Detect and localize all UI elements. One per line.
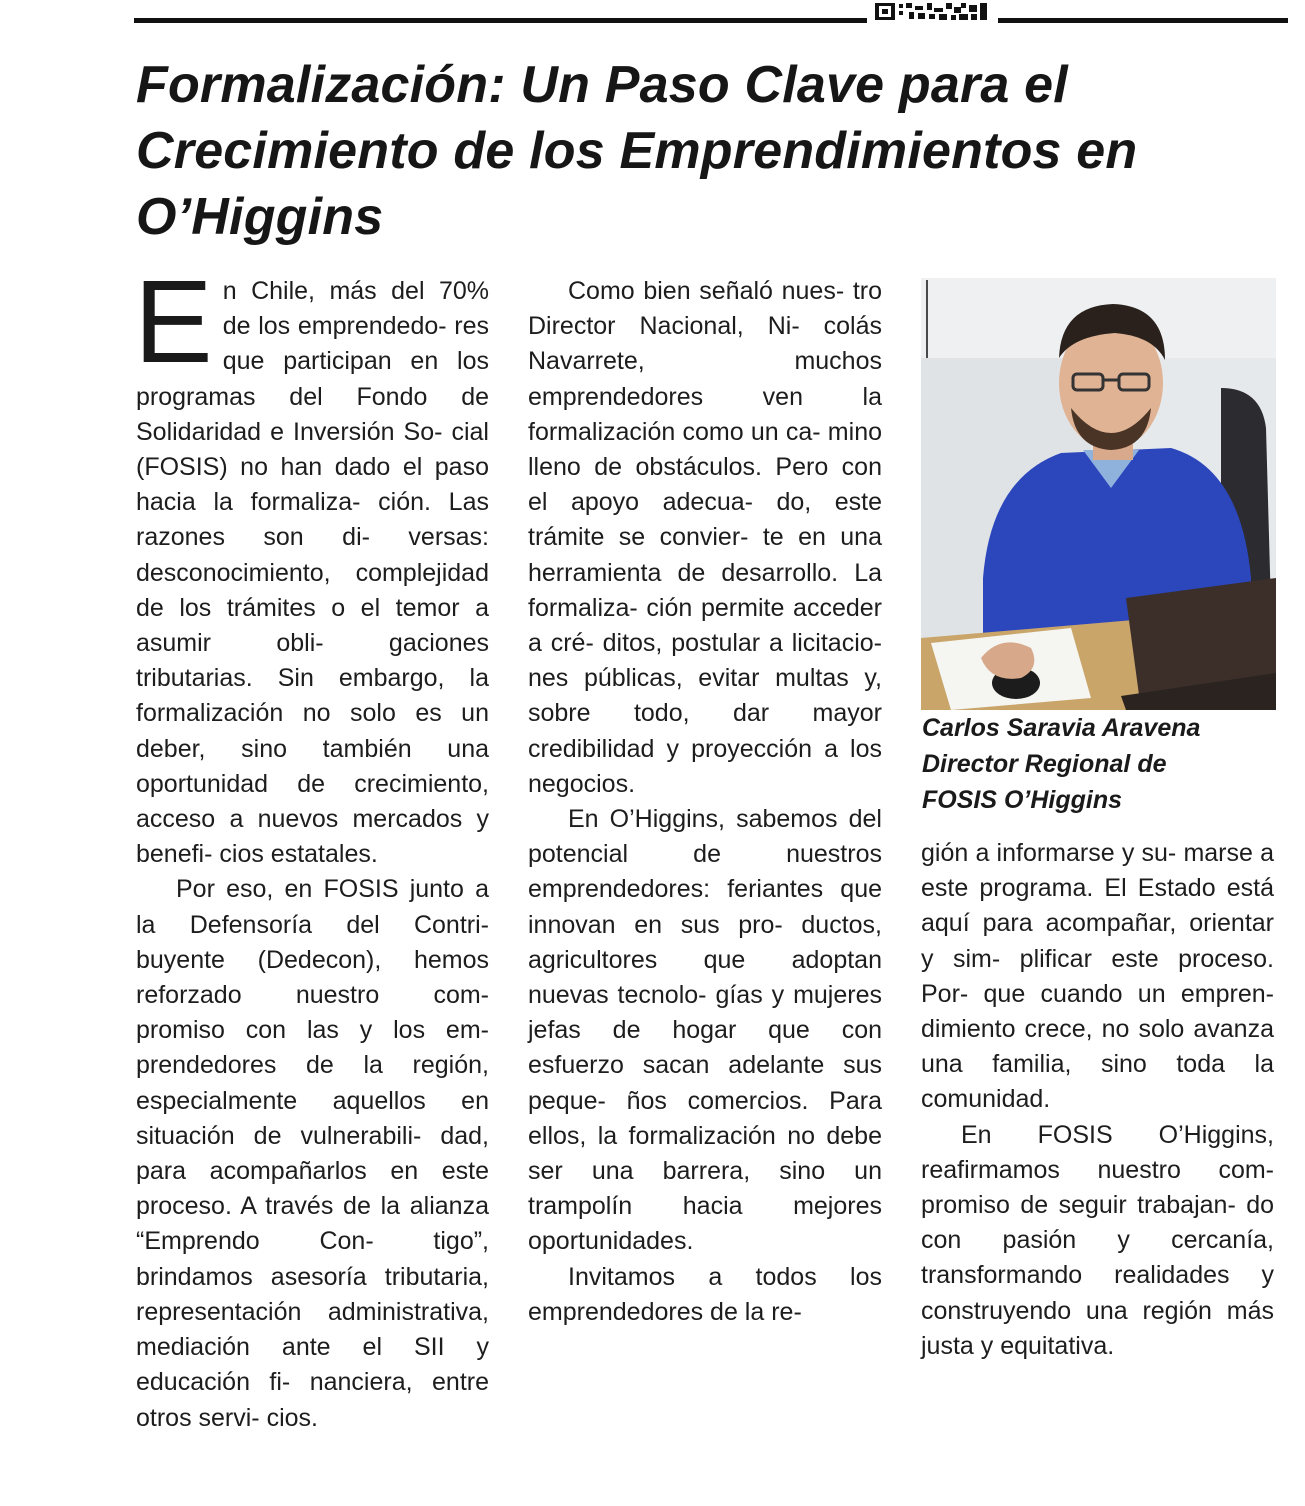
- article-column-1: [134, 256, 489, 1436]
- paragraph-text: n Chile, más del 70% de los emprendedo- res que participan en los programas del Fondo de Solidaridad e Inversión So- cial (FOSIS) no han dado el paso hacia la formaliza- ción. Las razones son di- versas: desconocimiento, complejidad de los trámites o el temor a asumir obli- gaciones tributarias. Sin embargo, la formalización no solo es un deber, sino también una oportunidad de crecimiento, acceso a nuevos mercados y benefi- cios estatales.: [136, 277, 489, 869]
- top-rule-left: [134, 18, 867, 23]
- photo-caption: [922, 710, 1282, 818]
- article-paragraph-5-end: [921, 836, 1274, 1118]
- drop-cap: E: [134, 256, 213, 388]
- article-paragraph-3: Como bien señaló nues- tro Director Nacional, Ni- colás Navarrete, muchos emprendedores ven la formalización como un ca- mino lleno de obstáculos. Pero con el apoyo adecua- do, este trámite se convier- te en una herramienta de desarrollo. La formaliza- ción permite acceder a cré- ditos, postular a licitacio- nes públicas, evitar multas y, sobre todo, dar mayor credibilidad y proyección a los negocios.: [528, 277, 882, 798]
- caption-role: Director Regional de: [922, 750, 1167, 778]
- qr-code-icon: [873, 2, 989, 21]
- paragraph-5-part-2: gión a informarse y su- marse a este programa. El Estado está aquí para acompañar, orientar y sim- plificar este proceso. Por- que cuando un empren- dimiento crece, no solo avanza una familia, sino toda la comunidad.: [921, 839, 1274, 1114]
- caption-org: FOSIS O’Higgins: [922, 786, 1123, 814]
- article-paragraph-2: Por eso, en FOSIS junto a la Defensoría del Contri- buyente (Dedecon), hemos reforzado nuestro com- promiso con las y los em- prendedores de la región, especialmente aquellos en situación de vulnerabili- dad, para acompañarlos en este proceso. A través de la alianza “Emprendo Con- tigo”, brindamos asesoría tributaria, representación administrativa, mediación ante el SII y educación fi- nanciera, entre otros servi- cios.: [136, 875, 489, 1432]
- article-headline: Formalización: Un Paso Clave para el Crecimiento de los Emprendimientos en O’Higgins: [136, 56, 1138, 246]
- portrait-photo: [921, 278, 1276, 710]
- paragraph-5-part-1: Invitamos a todos los emprendedores de la re-: [528, 1262, 882, 1326]
- article-column-3: [921, 836, 1274, 1364]
- article-paragraph-4: En O’Higgins, sabemos del potencial de nuestros emprendedores: feriantes que innovan en sus pro- ductos, agricultores que adoptan nuevas tecnolo- gías y mujeres jefas de hogar que con esfuerzo sacan adelante sus peque- ños comercios. Para ellos, la formalización no debe ser una barrera, sino un trampolín hacia mejores oportunidades.: [528, 805, 882, 1256]
- article-paragraph-6: En FOSIS O’Higgins, reafirmamos nuestro com- promiso de seguir trabajan- do con pasión y cercanía, transformando realidades y construyendo una región más justa y equitativa.: [921, 1120, 1274, 1360]
- top-rule-right: [998, 18, 1288, 23]
- article-paragraph-1: [134, 256, 489, 872]
- caption-name: Carlos Saravia Aravena: [922, 714, 1201, 742]
- article-column-2: [528, 274, 882, 1330]
- article-paragraph-5-start: [528, 1260, 882, 1330]
